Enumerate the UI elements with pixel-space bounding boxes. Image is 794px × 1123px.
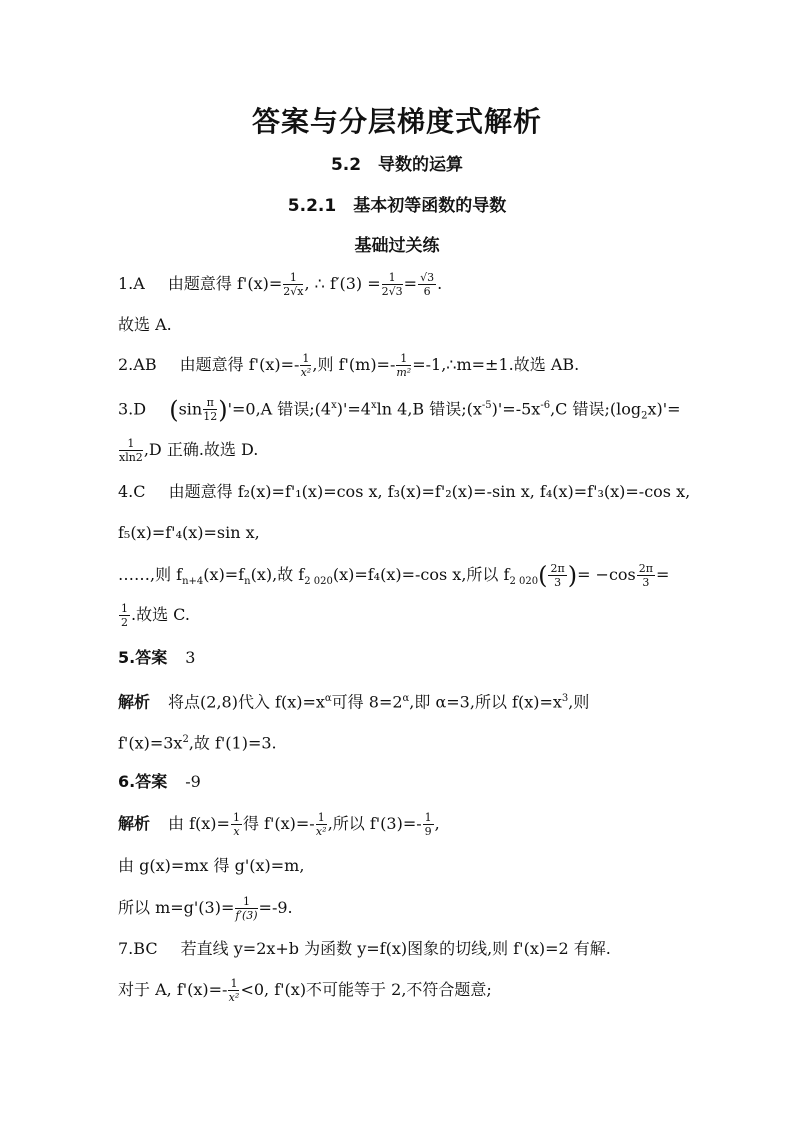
q4-line4: $\frac{1}{2}$ .故选 C. <box>121 602 190 629</box>
q7-line1: 7.BC 若直线 y=2x+b 为函数 y=f(x)图象的切线,则 f'(x)=2 有解. <box>118 939 611 958</box>
page-title: 答案与分层梯度式解析 <box>251 105 542 138</box>
q4-line3: ……,则 $f_{n+4}(x)=f_n(x)$,故 $f_{2 020}(x)=f_4(x)=-\cos$ x,所以 $f_{2 020}$( $\frac{2\pi}{3}$ )= −cos $\frac{2\pi}{3}$ = <box>118 561 670 590</box>
section-heading: 5.2 导数的运算 <box>330 155 464 175</box>
q4-label: 4.C <box>118 482 146 501</box>
q3-line1: 3.D (sin $\frac{\pi}{12}$ )'=0,A 错误$;(4^x)'=4^x\ln$ 4,B 错误$;(x^{-5})'=-5x^{-6},C$ 错误$;(\log_2x)'=$ <box>118 395 681 424</box>
q7-frac: $\frac{1}{\text{x²}}$ <box>228 977 240 1004</box>
q3-label: 3.D <box>118 399 147 419</box>
q1-frac3: $\frac{√3}{6}$ <box>420 271 435 298</box>
q6-answer: 6.答案 -9 <box>118 772 201 791</box>
q2-line1: 2.AB 由题意得 f'(x)=- $\frac{1}{\text{x²}}$ ,则 f'(m)=- $\frac{1}{\text{m²}}$ =-1,∴m=±1.故选 AB. <box>118 352 580 379</box>
q3-sin-frac: $\frac{\pi}{12}$ <box>203 396 218 424</box>
q3-frac: $\frac{1}{xln2}$ <box>119 437 143 464</box>
q3-line2: $\frac{1}{xln2}$ ,D 正确.故选 D. <box>119 437 259 464</box>
q1-frac2: $\frac{1}{2√3}$ <box>381 271 403 298</box>
q7-line2: 对于 A, f'(x)=- $\frac{1}{\text{x²}}$ <0, f'(x)不可能等于 2,不符合题意; <box>118 977 492 1004</box>
q1-label: 1.A <box>118 274 145 293</box>
q4-arg-frac: $\frac{2\pi}{3}$ <box>550 562 565 589</box>
q7-label: 7.BC <box>118 939 158 958</box>
q6-line3: 所以 m=g'(3)= $\frac{1}{f'(3)}$ =-9. <box>118 895 293 922</box>
subsection-heading: 5.2.1 基本初等函数的导数 <box>287 196 507 216</box>
q2-frac2: $\frac{1}{\text{m²}}$ <box>396 352 412 379</box>
q6-line2: 由 g(x)=mx 得 g'(x)=m, <box>118 856 305 875</box>
q6-frac2: $\frac{1}{\text{x²}}$ <box>315 811 327 838</box>
q6-frac4: $\frac{1}{f'(3)}$ <box>235 895 258 922</box>
q2-label: 2.AB <box>118 355 157 374</box>
q6-frac3: $\frac{1}{9}$ <box>424 811 432 838</box>
q2-frac1: $\frac{1}{\text{x²}}$ <box>300 352 312 379</box>
q4-cos-frac: $\frac{2\pi}{3}$ <box>638 562 653 589</box>
q5-line2: $f'(x)=3x^2$,故 f'(1)=3. <box>118 733 277 753</box>
q4-half-frac: $\frac{1}{2}$ <box>121 602 128 629</box>
q1-frac1: $\frac{1}{2√x}$ <box>283 271 304 298</box>
q1-line2: 故选 A. <box>118 315 172 334</box>
q4-line1: 4.C 由题意得 f₂(x)=f'₁(x)=cos x, f₃(x)=f'₂(x)=-sin x, f₄(x)=f'₃(x)=-cos x, <box>118 482 691 501</box>
q5-answer: 5.答案 3 <box>118 648 196 667</box>
q5-line1: 解析 将点(2,8)代入 $f(x)=x^\alpha$可得 $8=2^\alpha$,即 α=3,所以 $f(x)=x^3$,则 <box>118 692 590 712</box>
q1-line1: 1.A 由题意得 f'(x)= $\frac{1}{2√x}$ , ∴ f′(3) = $\frac{1}{2√3}$ = $\frac{√3}{6}$ . <box>118 271 443 298</box>
practice-heading: 基础过关练 <box>354 236 440 256</box>
q6-line1: 解析 由 f(x)= $\frac{1}{x}$ 得 f'(x)=- $\frac{1}{\text{x²}}$ ,所以 f'(3)=- $\frac{1}{9}$ , <box>118 811 440 838</box>
q6-frac1: $\frac{1}{x}$ <box>232 811 240 838</box>
q4-line2: f₅(x)=f'₄(x)=sin x, <box>118 523 260 542</box>
